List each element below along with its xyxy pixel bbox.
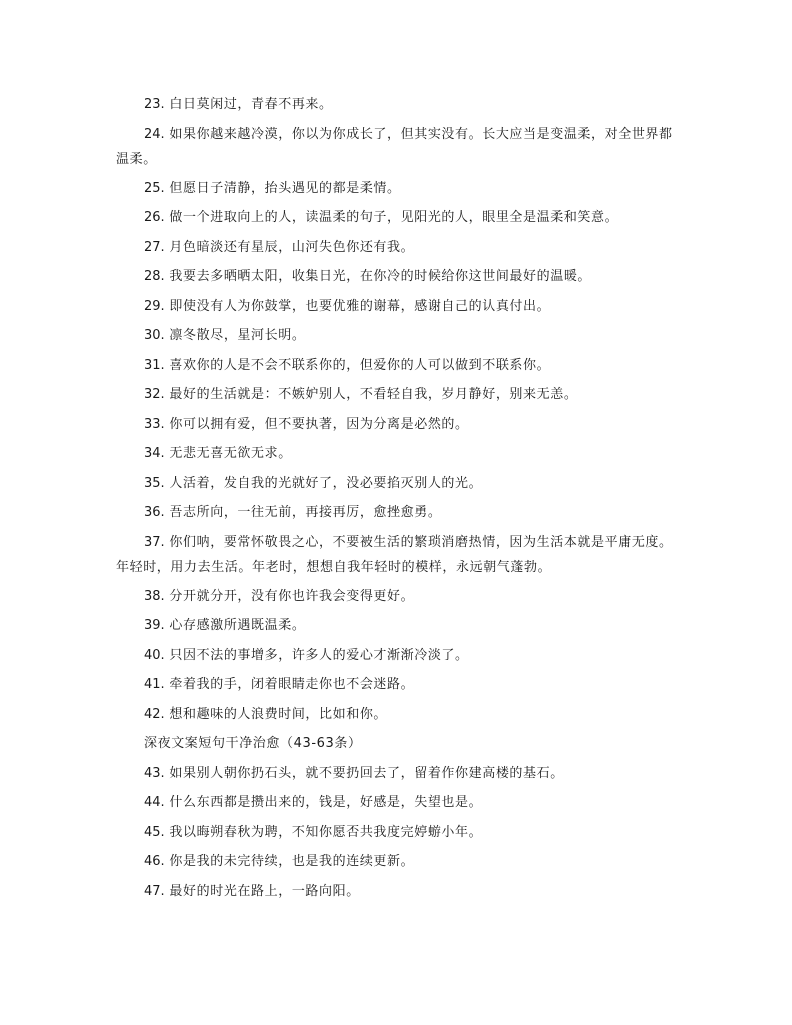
list-item [116,469,676,499]
list-item [116,877,676,907]
list-item [116,439,676,469]
document-body [116,90,676,906]
list-item [116,380,676,410]
item-number: 38. [144,588,165,604]
item-text: 最好的生活就是：不嫉妒别人，不看轻自我，岁月静好，别来无恙。 [169,387,578,402]
list-item [116,203,676,233]
item-number: 43. [144,765,165,781]
list-item [116,410,676,440]
list-item [116,120,676,174]
item-text: 即使没有人为你鼓掌，也要优雅的谢幕，感谢自己的认真付出。 [169,298,551,314]
list-item [116,321,676,351]
item-text: 吾志所向，一往无前，再接再厉，愈挫愈勇。 [169,505,442,520]
item-text: 我以晦朔春秋为聘，不知你愿否共我度完婷蝣小年。 [169,824,483,840]
list-item [116,233,676,263]
list-item [116,351,676,381]
list-item [116,528,676,582]
section-heading: 深夜文案短句干净治愈（43-63条） [144,736,362,751]
item-text: 最好的时光在路上，一路向阳。 [169,883,360,899]
list-item [116,582,676,612]
item-number: 47. [144,883,165,899]
list-item [116,759,676,789]
item-number: 36. [144,505,165,520]
item-number: 23. [144,97,165,112]
list-item [116,847,676,877]
list-item [116,611,676,641]
item-text: 但愿日子清静，抬头遇见的都是柔情。 [169,180,401,196]
item-number: 41. [144,677,165,692]
item-number: 33. [144,416,165,432]
item-number: 26. [144,210,165,225]
item-number: 27. [144,239,165,255]
item-number: 46. [144,854,165,869]
item-number: 28. [144,269,165,284]
item-number: 35. [144,475,165,491]
item-number: 24. [144,126,165,142]
item-number: 29. [144,298,165,314]
item-text: 想和趣味的人浪费时间，比如和你。 [169,706,388,722]
item-text: 心存感激所遇既温柔。 [169,618,306,633]
list-item [116,818,676,848]
item-number: 45. [144,824,165,840]
item-number: 30. [144,328,165,343]
item-text: 如果别人朝你扔石头，就不要扔回去了，留着作你建高楼的基石。 [169,765,564,781]
item-text: 白日莫闲过，青春不再来。 [169,97,333,112]
item-text: 喜欢你的人是不会不联系你的，但爱你的人可以做到不联系你。 [169,357,551,373]
item-number: 37. [144,534,165,550]
item-text: 只因不法的事增多，许多人的爱心才渐渐冷淡了。 [169,647,469,663]
item-number: 40. [144,647,165,663]
list-item [116,174,676,204]
item-text: 你是我的未完待续，也是我的连续更新。 [169,854,415,869]
item-text: 你们呐，要常怀敬畏之心，不要被生活的繁琐消磨热情，因为生活本就是平庸无度。年轻时，用力去生活。年老时，想想自我年轻时的模样，永远朝气蓬勃。 [116,534,673,575]
item-text: 无悲无喜无欲无求。 [169,446,292,461]
item-text: 分开就分开，没有你也许我会变得更好。 [169,588,415,604]
list-item [116,641,676,671]
list-item [116,90,676,120]
item-text: 你可以拥有爱，但不要执著，因为分离是必然的。 [169,416,469,432]
item-number: 31. [144,357,165,373]
item-number: 34. [144,446,165,461]
list-item [116,262,676,292]
item-number: 32. [144,387,165,402]
item-number: 25. [144,180,165,196]
item-text: 我要去多晒晒太阳，收集日光，在你冷的时候给你这世间最好的温暖。 [169,269,592,284]
item-text: 凛冬散尽，星河长明。 [169,328,306,343]
item-text: 牵着我的手，闭着眼睛走你也不会迷路。 [169,677,415,692]
list-item [116,498,676,528]
item-number: 39. [144,618,165,633]
item-text: 如果你越来越冷漠，你以为你成长了，但其实没有。长大应当是变温柔，对全世界都温柔。 [116,126,673,167]
list-item [116,788,676,818]
list-item [116,292,676,322]
list-item [116,700,676,730]
item-text: 什么东西都是攒出来的，钱是，好感是，失望也是。 [169,795,483,810]
item-number: 42. [144,706,165,722]
item-text: 月色暗淡还有星辰，山河失色你还有我。 [169,239,415,255]
list-item [116,670,676,700]
item-text: 人活着，发自我的光就好了，没必要掐灭别人的光。 [169,475,483,491]
item-number: 44. [144,795,165,810]
item-text: 做一个进取向上的人，读温柔的句子，见阳光的人，眼里全是温柔和笑意。 [169,210,619,225]
